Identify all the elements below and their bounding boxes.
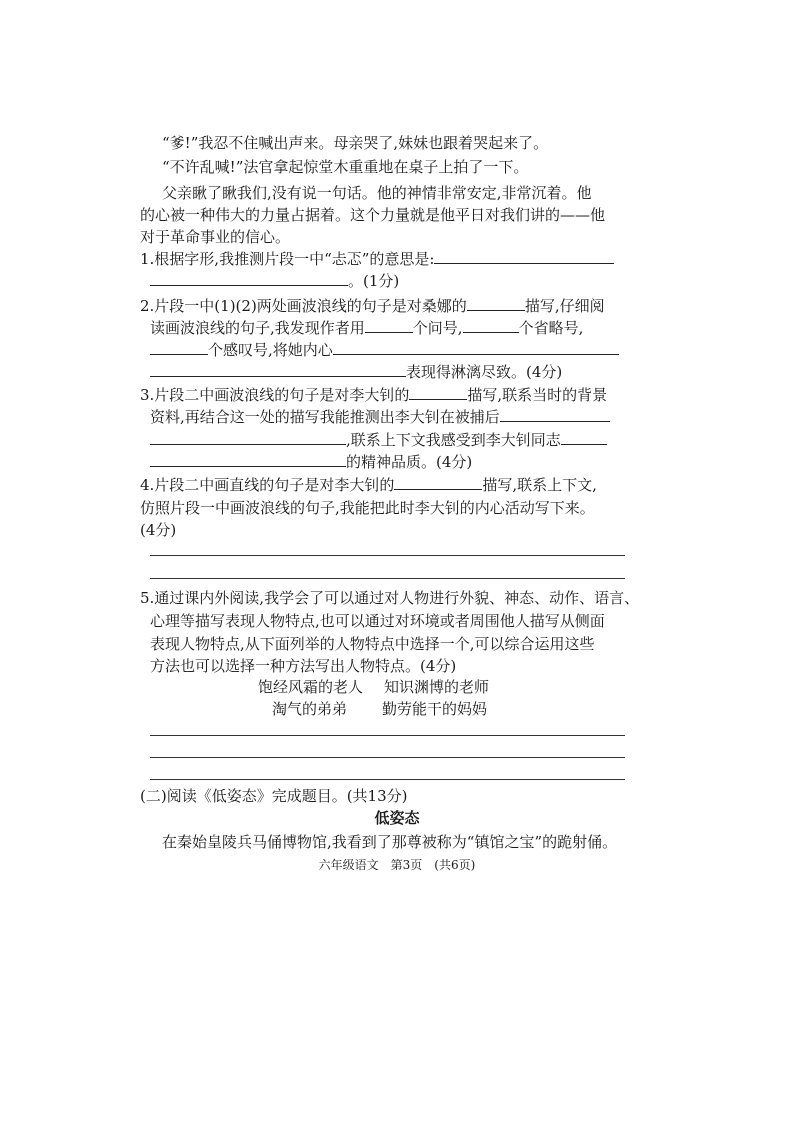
question-1-text: 1.根据字形,我推测片段一中“忐忑”的意思是: [140,250,435,268]
question-1-line-1 [140,249,614,269]
answer-line[interactable] [150,779,625,780]
question-2-text: 2.片段一中(1)(2)两处画波浪线的句子是对桑娜的 [140,297,467,315]
question-2-text: 个省略号, [518,319,584,337]
page-footer: 六年级语文 第3页 (共6页) [318,858,476,872]
question-5-line-2: 心理等描写表现人物特点,也可以通过对环境或者周围他人描写从侧面 [150,612,605,630]
question-3-line-2 [150,407,610,427]
article-title: 低姿态 [374,809,420,827]
answer-blank[interactable] [150,340,208,355]
character-option: 淘气的弟弟 [272,700,348,718]
passage-line-3: 父亲瞅了瞅我们,没有说一句话。他的神情非常安定,非常沉着。他 [162,184,592,202]
answer-blank[interactable] [150,362,406,377]
question-4-line-3: (4分) [140,521,177,539]
question-2-score: 表现得淋漓尽致。(4分) [406,363,563,381]
answer-blank[interactable] [394,475,482,490]
question-3-text: ,联系上下文我感受到李大钊同志 [346,431,561,449]
question-4-text: 4.片段二中画直线的句子是对李大钊的 [140,476,395,494]
question-1-line-2 [150,271,399,291]
passage-line-1: “爹!”我忍不住喊出声来。母亲哭了,妹妹也跟着哭起来了。 [162,134,549,152]
answer-line[interactable] [150,757,625,758]
answer-line[interactable] [150,555,625,556]
answer-blank[interactable] [150,271,348,286]
answer-blank[interactable] [500,407,610,422]
passage-line-2: “不许乱喊!”法官拿起惊堂木重重地在桌子上拍了一下。 [162,158,529,176]
question-2-text: 个感叹号,将她内心 [208,341,333,359]
answer-line[interactable] [150,578,625,579]
character-option: 知识渊博的老师 [384,678,490,696]
question-1-score: 。(1分) [348,272,400,290]
answer-blank[interactable] [561,430,607,445]
question-2-line-2 [150,318,583,338]
question-5-line-3: 表现人物特点,从下面列举的人物特点中选择一个,可以综合运用这些 [150,635,595,653]
question-2-text: 个问号, [412,319,463,337]
question-5-line-4: 方法也可以选择一种方法写出人物特点。(4分) [150,657,457,675]
passage-line-5: 对于革命事业的信心。 [140,228,291,246]
answer-blank[interactable] [150,452,346,467]
article-first-line: 在秦始皇陵兵马俑博物馆,我看到了那尊被称为“镇馆之宝”的跪射俑。 [162,833,618,851]
question-4-line-1 [140,475,597,495]
question-3-line-4 [150,452,472,472]
question-3-text: 3.片段二中画波浪线的句子是对李大钊的 [140,386,410,404]
question-4-line-2: 仿照片段一中画波浪线的句子,我能把此时李大钊的内心活动写下来。 [140,499,595,517]
character-option: 勤劳能干的妈妈 [382,700,488,718]
question-2-line-1 [140,296,605,316]
answer-blank[interactable] [333,340,619,355]
question-4-text: 描写,联系上下文, [482,476,597,494]
answer-blank[interactable] [463,318,519,333]
question-2-text: 描写,仔细阅 [524,297,605,315]
answer-blank[interactable] [409,385,467,400]
question-3-line-1 [140,385,607,405]
answer-blank[interactable] [150,430,346,445]
question-2-line-4 [150,362,562,382]
answer-blank[interactable] [365,318,413,333]
answer-blank[interactable] [434,249,614,264]
passage-line-4: 的心被一种伟大的力量占据着。这个力量就是他平日对我们讲的——他 [140,206,606,224]
question-2-line-3 [150,340,619,360]
character-option: 饱经风霜的老人 [258,678,364,696]
section-heading: (二)阅读《低姿态》完成题目。(共13分) [140,787,408,805]
answer-line[interactable] [150,735,625,736]
question-3-text: 描写,联系当时的背景 [467,386,608,404]
question-3-line-3 [150,430,607,450]
question-3-text: 资料,再结合这一处的描写我能推测出李大钊在被捕后 [150,408,500,426]
question-3-score: 的精神品质。(4分) [346,453,473,471]
question-5-line-1: 5.通过课内外阅读,我学会了可以通过对人物进行外貌、神态、动作、语言、 [140,589,640,607]
question-2-text: 读画波浪线的句子,我发现作者用 [150,319,365,337]
answer-blank[interactable] [467,296,525,311]
